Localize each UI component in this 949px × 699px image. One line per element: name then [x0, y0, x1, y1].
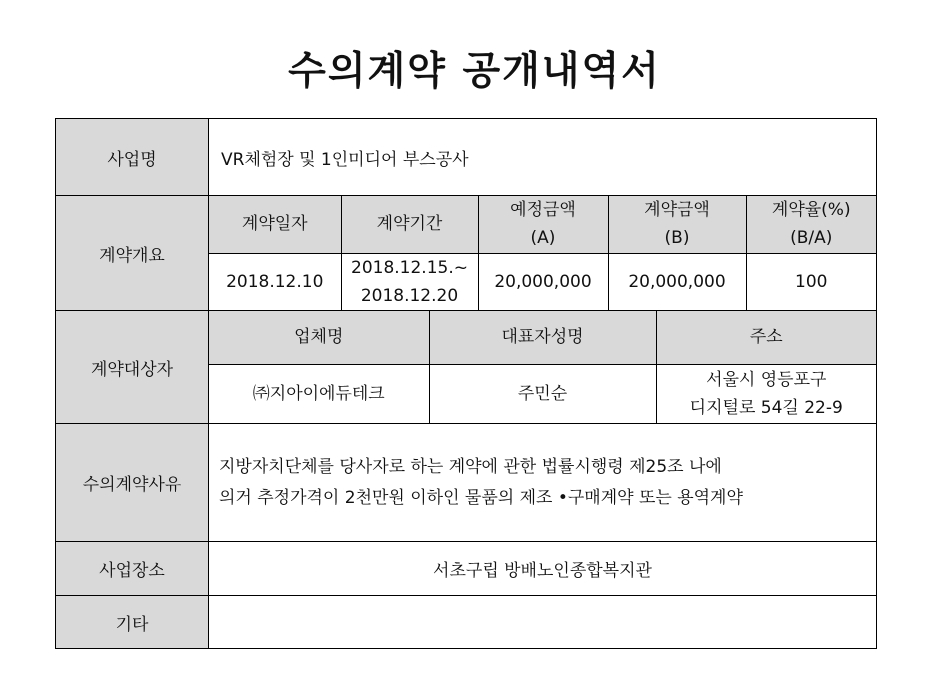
row-contract-overview [56, 196, 877, 311]
row-contractor [56, 311, 877, 424]
row-reason [56, 424, 877, 542]
value-address: 서울시 영등포구 디지털로 54길 22-9 [656, 364, 876, 423]
value-contract-amount: 20,000,000 [608, 253, 746, 310]
reason-line-1: 지방자치단체를 당사자로 하는 계약에 관한 법률시행령 제25조 나에 [219, 456, 722, 477]
label-project-name: 사업명 [56, 119, 209, 196]
label-etc: 기타 [56, 596, 209, 649]
header-contract-rate: 계약율(%) (B/A) [746, 196, 876, 253]
header-contract-amount: 계약금액 (B) [608, 196, 746, 253]
row-etc [56, 596, 877, 649]
value-company-name: ㈜지아이에듀테크 [209, 364, 429, 423]
contractor-grid [209, 311, 876, 423]
label-contractor: 계약대상자 [56, 311, 209, 424]
value-project-name: VR체험장 및 1인미디어 부스공사 [209, 119, 877, 196]
contract-overview-grid [209, 196, 876, 310]
label-reason: 수의계약사유 [56, 424, 209, 542]
header-estimated-amount: 예정금액 (A) [478, 196, 608, 253]
header-representative: 대표자성명 [429, 311, 656, 364]
value-etc [209, 596, 877, 649]
reason-line-2: 의거 추정가격이 2천만원 이하인 물품의 제조 •구매계약 또는 용역계약 [219, 487, 743, 508]
label-contract-overview: 계약개요 [56, 196, 209, 311]
value-site: 서초구립 방배노인종합복지관 [209, 542, 877, 596]
header-address: 주소 [656, 311, 876, 364]
header-contract-date: 계약일자 [209, 196, 341, 253]
contract-disclosure-table [55, 118, 877, 649]
value-contract-date: 2018.12.10 [209, 253, 341, 310]
value-estimated-amount: 20,000,000 [478, 253, 608, 310]
row-project-name [56, 119, 877, 196]
label-site: 사업장소 [56, 542, 209, 596]
row-site [56, 542, 877, 596]
value-contract-rate: 100 [746, 253, 876, 310]
page-title: 수의계약 공개내역서 [288, 49, 661, 94]
header-contract-period: 계약기간 [341, 196, 478, 253]
value-contract-period: 2018.12.15.~ 2018.12.20 [341, 253, 478, 310]
header-company-name: 업체명 [209, 311, 429, 364]
value-representative: 주민순 [429, 364, 656, 423]
